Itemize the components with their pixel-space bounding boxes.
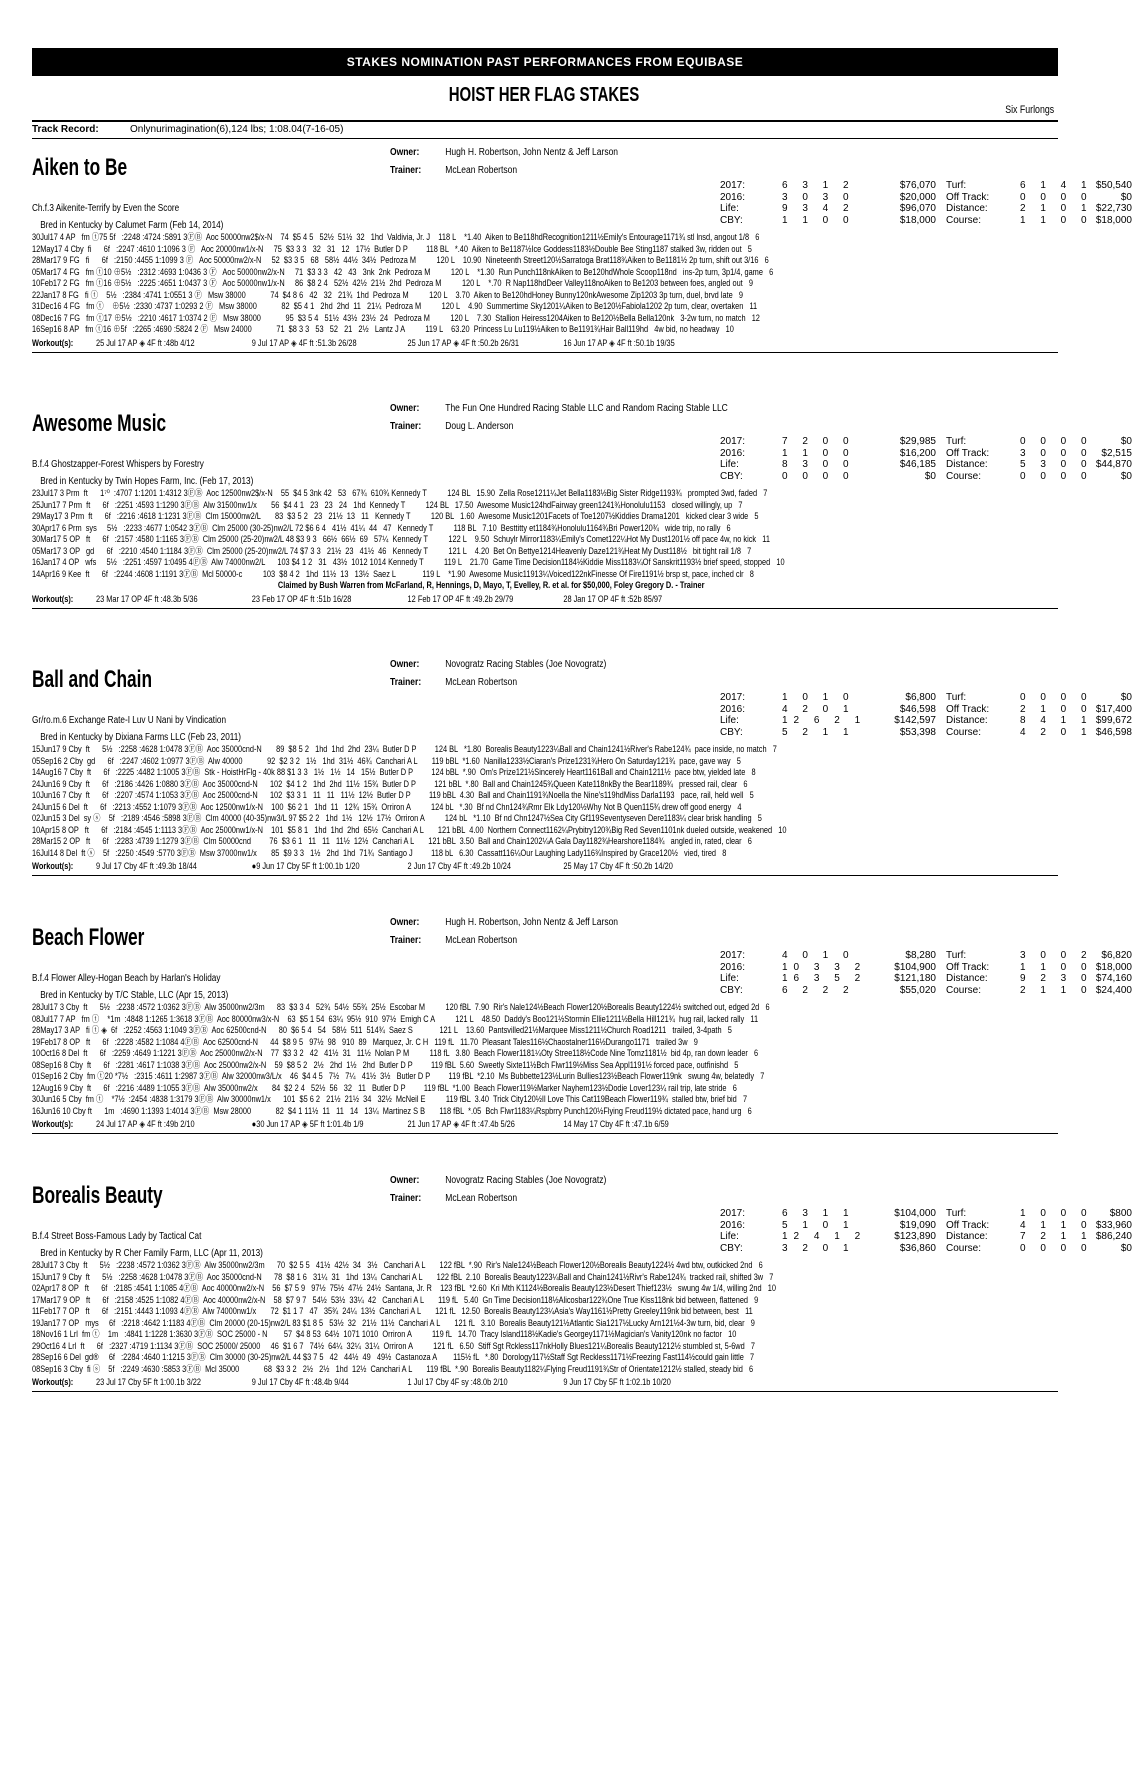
claim-note: Claimed by Bush Warren from McFarland, R, Hennings, D, Mayo, T, Evelley, R. et al. for $50,000, Foley Gregory D. - Trainer [277,580,705,590]
record-stats [720,436,1132,482]
stats-row [720,704,1132,716]
stats-record: 0 0 0 0 [1020,436,1093,447]
stats-row [720,985,1132,997]
stats-label: CBY: [720,214,743,226]
stats-earnings: $55,020 [899,984,936,996]
pp-line: 22Jan17 8 FG fi ⓣ 5½ :2384 :4741 1:0551 3 Ⓕ Msw 38000 74 $4 8 6 42 32 21¾ 1hd Pedroza M 120 L 3.70 Aiken to Be120hdHoney Bunny120nkAwesome Zip1203 3p turn, duel, brvd late 9 [32,289,743,300]
workouts-label: Workout(s): [32,593,74,604]
stats-earnings: $24,400 [1095,984,1132,996]
stats-row [720,436,1132,448]
workout-entry: 14 May 17 Cby 4F ft :47.1b 6/59 [563,1119,669,1129]
stats-record: 12 4 1 2 [782,1231,867,1242]
stats-label: Course: [946,984,982,996]
workout-entry: 21 Jun 17 AP ◈ 4F ft :47.4b 5/26 [407,1119,515,1129]
horse-name: Ball and Chain [32,666,153,693]
pp-line: 10Oct16 8 Del ft 6f :2259 :4649 1:1221 3ⒻⒷ Aoc 25000nw2/x-N 77 $3 3 2 42 41½ 31 11½ Nolan P M 118 fL 3.80 Beach Flower1181¼Oty Stree118½Code Nine Tomz1181½ bid 4p, ran down leader 6 [32,1048,759,1058]
stats-record: 6 3 1 1 [782,1208,855,1219]
stats-earnings: $18,000 [1095,961,1132,973]
workout-entry: 9 Jul 17 Cby 4F ft :48.4b 9/44 [251,1377,349,1387]
workouts-label: Workout(s): [32,337,74,348]
stats-label: 2016: [720,191,746,203]
stats-earnings: $142,597 [894,715,936,726]
stats-label: 2017: [720,436,746,447]
stats-earnings: $104,900 [894,961,936,973]
stats-record: 0 0 0 0 [1020,470,1093,482]
stats-earnings: $0 [1120,191,1132,203]
workouts-label: Workout(s): [32,861,74,871]
stats-label: 2016: [720,447,746,459]
stats-earnings: $6,820 [1101,950,1132,961]
stats-label: 2017: [720,1208,746,1219]
stats-earnings: $8,280 [905,950,936,961]
pp-line: 30Jul17 4 AP fm ⓣ75 5f :2248 :4724 :5891 3ⒻⒷ Aoc 50000nw2$/x-N 74 $5 4 5 52½ 51½ 32 1hd Valdivia, Jr. J 118 L *1.40 Aiken to Be118hdRecognition1211½Emily's Entourage1171¾ stl lnsd, angout 1/8 6 [32,232,760,242]
workouts [32,1377,719,1387]
pedigree [32,200,223,234]
pp-line: 29Oct16 4 Lrl ft 6f :2327 :4719 1:1134 3ⒻⒷ SOC 25000/ 25000 46 $1 6 7 74½ 64¼ 32¼ 31¼ Orriron A 121 fL 6.50 Stiff Sgt Rckless117nkHolly Blues121¼Borealis Beauty1212½ stumbled st, 5-6wd 7 [32,1340,755,1351]
stats-label: Distance: [946,459,988,470]
past-performances [32,232,1049,336]
pp-line: 24Jun15 6 Del ft 6f :2213 :4552 1:1079 3ⒻⒷ Aoc 12500nw1/x-N 100 $6 2 1 1hd 11 12¾ 15¾ Orriron A 124 bL *.30 Bf nd Chn124¾Rmr Elk Ldy120½Why Not B Quen115¾ drew off good energy 4 [32,801,742,812]
horse-name: Awesome Music [32,410,167,437]
pp-line: 28Mar17 9 FG fi 6f :2150 :4455 1:1099 3 Ⓕ Aoc 50000nw2/x-N 52 $3 3 5 68 58½ 44½ 34½ Pedroza M 120 L 10.90 Nineteenth Street120½Sarratoga Brat118¾Aiken to Be1181½ 2p turn, shift out 3/16 6 [32,255,769,265]
race-distance: Six Furlongs [1005,104,1054,116]
pp-line: 30Jun16 5 Cby fm ⓣ *7½ :2454 :4838 1:3179 3ⒻⒷ Alw 30000nw1/x 101 $5 6 2 21½ 21½ 34 32½ McNeil E 119 fBL 3.40 Trick City120½Il Love This Cat119Beach Flower119¾ stalled btw, brief bid 7 [32,1094,748,1104]
owner-name: The Fun One Hundred Racing Stable LLC and Random Racing Stable LLC [445,403,728,414]
stats-earnings: $123,890 [894,1231,936,1242]
breeding-line: B.f.4 Ghostzapper-Forest Whispers by Forestry [32,459,204,470]
stats-record: 2 1 1 0 [1020,984,1093,996]
stats-earnings: $17,400 [1095,703,1132,715]
stats-earnings: $22,730 [1095,203,1132,214]
connections [390,400,728,436]
pp-line: 28Jul17 3 Cby ft 5½ :2238 :4572 1:0362 3ⒻⒷ Alw 35000nw2/3m 83 $3 3 4 52¾ 54½ 55¾ 25½ Escobar M 120 fBL 7.90 Rir's Nale124½Beach Flower120½Borealis Beauty1224½ switched out, edged 2d 6 [32,1002,770,1012]
stats-earnings: $86,240 [1095,1231,1132,1242]
owner-label: Owner: [390,1175,420,1186]
stats-label: Turf: [946,692,967,703]
stats-earnings: $33,960 [1095,1219,1132,1231]
pp-line: 10Feb17 2 FG fm ⓣ16 ⊕5½ :2225 :4651 1:0437 3 Ⓕ Aoc 50000nw1/x-N 86 $8 2 4 52½ 42½ 21½ 2hd Pedroza M 120 L *.70 R Nap118hdDeer Valley118noAiken to Be1203 between foes, angled out 9 [32,278,753,288]
banner: STAKES NOMINATION PAST PERFORMANCES FROM EQUIBASE [32,48,1058,76]
stats-earnings: $18,000 [899,214,936,226]
horse-name: Beach Flower [32,924,145,951]
stats-earnings: $74,160 [1095,973,1132,984]
stats-label: Off Track: [946,447,990,459]
workout-entry: 9 Jun 17 Cby 5F ft 1:02.1b 10/20 [563,1377,671,1387]
pp-line: 16Jul14 8 Del ft ⓢ 5f :2250 :4549 :5770 3ⒻⒷ Msw 37000nw1/x 85 $9 3 3 1½ 2hd 1hd 71¾ Santiago J 118 bL 6.30 Cassatt116¼Our Laughing Lady116¾Inspired by Grace120½ vied, tired 8 [32,847,727,858]
workout-entry: 12 Feb 17 OP 4F ft :49.2b 29/79 [407,593,514,604]
stats-earnings: $36,860 [899,1242,936,1254]
stats-row [720,962,1132,974]
stats-earnings: $16,200 [899,447,936,459]
pp-line: 15Jun17 9 Cby ft 5½ :2258 :4628 1:0478 3ⒻⒷ Aoc 35000cnd-N 78 $8 1 6 31¼ 31 1hd 13¼ Canchari A L 122 fBL 2.10 Borealis Beauty1223¼Ball and Chain1241½Rivr's Rabe124¾ tracked rail, shifted 3w 7 [32,1271,774,1282]
workout-entry: 23 Feb 17 OP 4F ft :51b 16/28 [251,593,352,604]
stats-record: 1 1 0 0 [1020,961,1093,973]
stats-record: 3 0 0 0 [1020,447,1093,459]
stats-earnings: $104,000 [894,1208,936,1219]
stats-label: CBY: [720,984,743,996]
stats-row [720,471,1132,483]
pp-line: 28May17 3 AP fi ⓣ ◈ 6f :2252 :4563 1:1049 3ⒻⒷ Aoc 62500cnd-N 80 $6 5 4 54 58½ 511 514¾ Saez S 121 L 13.60 Pantsvilled21½Marquee Miss1211½Church Road1211 trailed, 3-4path 5 [32,1025,732,1035]
pp-line: 08Jul17 7 AP fm ⓣ *1m :4848 1:1265 1:3618 3ⒻⒷ Aoc 80000nw3/x-N 63 $5 1 54 63¼ 95½ 910 97½ Emigh C A 121 L 48.50 Daddy's Boo121½Stormin Ellie1211½Bella Hill121¾ hug rail, lacked rally 11 [32,1013,759,1024]
stats-earnings: $19,090 [899,1219,936,1231]
pp-line: 10Apr15 8 OP ft 6f :2184 :4545 1:1113 3ⒻⒷ Aoc 25000nw1/x-N 101 $5 8 1 1hd 1hd 2hd 65½ Canchari A L 121 bBL 4.00 Northern Connect1162¼Prybitry120¾Big Red Seven1101nk dueled outside, weakened 10 [32,824,787,835]
stats-record: 3 2 0 1 [782,1242,855,1254]
connections [390,144,618,180]
stats-row [720,950,1132,962]
stats-label: Turf: [946,180,967,191]
pp-line: 28Sep16 6 Del gd® 6f :2284 :4640 1:1215 3ⒻⒷ Clm 30000 (30-25)nw2/L 44 $3 7 5 42 44½ 49 49½ Castanoza A 115½ fL *.80 Dorology117½Staff Sgt Reckless1171½Freezing Fast114½could gain little 7 [32,1352,755,1362]
stats-record: 4 2 0 1 [1020,726,1093,738]
stats-label: Course: [946,470,982,482]
workout-entry: 23 Jul 17 Cby 5F ft 1:00.1b 3/22 [95,1377,201,1387]
workout-entry: 25 May 17 Cby 4F ft :50.2b 14/20 [563,861,673,871]
divider [32,875,1058,876]
pp-line: 14Aug16 7 Cby ft 6f :2225 :4482 1:1005 3ⒻⒷ Stk - HoistHrFlg - 40k 88 $1 3 3 1½ 1½ 14 15½ Butler D P 124 bBL *.90 Om's Prize121½Sincerely Heart1161Ball and Chain1211½ pace btw, yielded late 8 [32,767,756,777]
stats-label: CBY: [720,470,743,482]
stats-record: 4 0 1 0 [782,950,855,961]
stats-record: 3 0 0 2 [1020,950,1093,961]
stats-earnings: $29,985 [899,436,936,447]
workout-entry: 25 Jul 17 AP ◈ 4F ft :48b 4/12 [95,337,195,348]
stats-label: Distance: [946,1231,988,1242]
stats-record: 0 0 0 0 [1020,191,1093,203]
divider [32,352,1058,353]
workout-entry: 1 Jul 17 Cby 4F sy :48.0b 2/10 [407,1377,508,1387]
stats-record: 4 1 1 0 [1020,1219,1093,1231]
record-stats [720,1208,1132,1254]
stats-label: Life: [720,715,739,726]
stats-record: 1 0 0 0 [1020,1208,1093,1219]
stats-record: 8 4 1 1 [1020,715,1093,726]
past-performances [32,488,1049,592]
stats-record: 8 3 0 0 [782,459,855,470]
stats-record: 5 2 1 1 [782,726,855,738]
bred-line: Bred in Kentucky by R Cher Family Farm, LLC (Apr 11, 2013) [40,1248,263,1259]
owner-label: Owner: [390,659,420,670]
trainer-label: Trainer: [390,1193,422,1204]
pedigree [32,456,253,490]
stats-label: Distance: [946,973,988,984]
stats-row [720,715,1132,727]
stats-row [720,1220,1132,1232]
stats-earnings: $800 [1109,1208,1132,1219]
stats-earnings: $121,180 [894,973,936,984]
pp-line: 08Sep16 3 Cby fi ⓢ 5f :2249 :4630 :5853 3ⒻⒷ Mcl 35000 68 $3 3 2 2½ 2½ 1hd 12½ Canchari A L 119 fBL *.90 Borealis Beauty1182¼Flying Freud1191¾Str of Orientate1212½ stalled, steady bid 6 [32,1363,754,1374]
stats-label: Turf: [946,436,967,447]
pp-line: 29May17 3 Prm ft 6f :2216 :4618 1:1231 3ⒻⒷ Clm 15000nw2/L 83 $3 5 2 23 21½ 13 11 Kennedy T 120 BL 1.60 Awesome Music1201Facets of Toe1207½Kiddies Drama1201 kicked clear 3 wide 5 [32,511,759,521]
pp-line: 23Jul17 3 Prm ft 1⁷⁰ :4707 1:1201 1:4312 3ⒻⒷ Aoc 12500nw2$/x-N 55 $4 5 3nk 42 53 67¾ 610¾ Kennedy T 124 BL 15.90 Zella Rose1211¼Jet Bella1183½Big Sister Ridge1193¾ prompted 3wd, faded 7 [32,488,768,498]
pp-line: 05Mar17 3 OP gd 6f :2210 :4540 1:1184 3ⒻⒷ Clm 25000 (25-20)nw2/L 74 $7 3 3 21½ 23 41½ 46 Kennedy T 121 L 4.20 Bet On Bettye1214Heavenly Daze121¾Heat My Dust118½ bit tight rail 1/8 7 [32,545,752,556]
stats-record: 5 1 0 1 [782,1219,855,1231]
pp-line: 31Dec16 4 FG fm ⓣ ⊕5½ :2330 :4737 1:0293 2 Ⓕ Msw 38000 82 $5 4 1 2hd 2hd 11 21¼ Pedroza M 120 L 4.90 Summertime Sky1201¼Aiken to Be120½Fabiola1202 2p turn, clear, overtaken 11 [32,301,758,311]
pp-line: 12Aug16 9 Cby ft 6f :2216 :4489 1:1055 3ⒻⒷ Alw 35000nw2/x 84 $2 2 4 52½ 56 32 11 Butler D P 119 fBL *1.00 Beach Flower119½Marker Nayhem123½Dodie Lover123¼ rail trip, late stride 6 [32,1082,737,1093]
record-stats [720,692,1132,738]
stats-earnings: $46,598 [1095,726,1132,738]
stats-label: 2017: [720,950,746,961]
stats-label: Life: [720,973,739,984]
stats-row [720,1231,1132,1243]
stats-label: Off Track: [946,191,990,203]
stats-earnings: $76,070 [899,180,936,191]
stats-record: 7 2 1 1 [1020,1231,1093,1242]
stats-earnings: $0 [1120,1242,1132,1254]
pp-line: 08Dec16 7 FG fm ⓣ17 ⊕5½ :2210 :4617 1:0374 2 Ⓕ Msw 38000 95 $3 5 4 51½ 43½ 23½ 24 Pedroza M 120 L 7.30 Stallion Heiress1204Aiken to Be120½Bella Bella120nk 3-2w turn, no match 12 [32,312,760,323]
stats-label: Distance: [946,203,988,214]
owner-name: Hugh H. Robertson, John Nentz & Jeff Larson [445,147,619,158]
trainer-name: McLean Robertson [445,165,518,176]
pp-line: 28Mar15 2 OP ft 6f :2283 :4739 1:1279 3ⒻⒷ Clm 50000cnd 76 $3 6 1 11 11 11½ 12½ Canchari A L 121 bBL 3.50 Ball and Chain1202¼A Gala Day1182¾Hearshore1184¾ angled in, rated, clear 6 [32,836,752,846]
stats-label: Life: [720,203,739,214]
stats-row [720,215,1132,227]
pp-line: 17Mar17 9 OP ft 6f :2158 :4525 1:1082 4ⒻⒷ Aoc 40000nw2/x-N 58 $7 9 7 54½ 53½ 33¼ 42 Canchari A L 119 fL 5.40 Gn Time Decision118½Alicosbar122¾One True Kiss118nk bid between, flattened 9 [32,1294,759,1305]
stats-label: 2016: [720,1219,746,1231]
divider [32,608,1058,609]
pp-line: 30Apr17 6 Prm sys 5½ :2233 :4677 1:0542 3ⒻⒷ Clm 25000 (30-25)nw2/L 72 $6 6 4 41½ 41¼ 44 47 Kennedy T 118 BL 7.10 Besttitty et1184¾Honolulu1164¾Bri Power120¾ wide trip, no rally 6 [32,522,731,533]
pp-line: 16Jun16 10 Cby ft 1m :4690 1:1393 1:4014 3ⒻⒷ Msw 28000 82 $4 1 11½ 11 11 14 13¼ Martinez S B 118 fBL *.05 Bch Flwr1183¼Rspbrry Punch120½Flying Freud119½ dictated pace, hand urg 6 [32,1105,752,1116]
pp-line: 08Sep16 8 Cby ft 6f :2281 :4617 1:1038 3ⒻⒷ Aoc 25000nw2/x-N 59 $8 5 2 2½ 2hd 1½ 2hd Butler D P 119 fBL 5.60 Sweetly Sixte11½Bch Flwr119½Miss Sea Appl1191½ forced pace, outfinishd 5 [32,1059,739,1070]
workout-entry: ●30 Jun 17 AP ◈ 5F ft 1:01.4b 1/9 [251,1119,364,1129]
breeding-line: Gr/ro.m.6 Exchange Rate-I Luv U Nani by Vindication [32,715,227,726]
pp-line: 05Sep16 2 Cby gd 6f :2247 :4602 1:0977 3ⒻⒷ Alw 40000 92 $2 3 2 1½ 1hd 31½ 46¾ Canchari A L 119 bBL *1.60 Nanilla1233½Ciaran's Prize1231¾Hero On Saturday121¾ pace, gave way 5 [32,755,741,766]
stats-label: Life: [720,459,739,470]
stats-label: Turf: [946,950,967,961]
trainer-name: McLean Robertson [445,1193,518,1204]
stats-record: 6 2 2 2 [782,984,855,996]
workout-entry: 28 Jan 17 OP 4F ft :52b 85/97 [563,593,663,604]
stats-earnings: $2,515 [1101,447,1132,459]
stats-label: Distance: [946,715,988,726]
stats-label: Off Track: [946,703,990,715]
stats-earnings: $99,672 [1095,715,1132,726]
stats-label: 2016: [720,961,746,973]
horse-name: Aiken to Be [32,154,128,181]
track-record-label: Track Record: [32,124,99,135]
trainer-label: Trainer: [390,165,422,176]
stats-record: 0 0 0 0 [1020,1242,1093,1254]
stats-record: 1 1 0 0 [782,447,855,459]
trainer-label: Trainer: [390,677,422,688]
pp-line: 30Mar17 5 OP ft 6f :2157 :4580 1:1165 3ⒻⒷ Clm 25000 (25-20)nw2/L 48 $3 9 3 66½ 66½ 69 57¼ Kennedy T 122 L 9.50 Schuylr Mirror1183¼Emily's Comet122¼Hot My Dust1201½ off pace 4w, no kick 11 [32,534,770,544]
stats-row [720,192,1132,204]
stats-earnings: $46,598 [899,703,936,715]
stats-label: 2016: [720,703,746,715]
stats-earnings: $18,000 [1095,214,1132,226]
stats-label: Turf: [946,1208,967,1219]
pp-line: 01Sep16 2 Cby fm ⓣ20 *7½ :2315 :4611 1:2987 3ⒻⒷ Alw 32000nw3/L/x 46 $4 4 5 7½ 7¼ 41½ 3½ Butler D P 119 fBL *2.10 Ms Bubbette123½Lurin Bullies123½Beach Flower119nk swung 4w, belatedly 7 [32,1071,765,1081]
workout-entry: 9 Jul 17 AP ◈ 4F ft :51.3b 26/28 [251,337,357,348]
record-stats [720,180,1132,226]
workouts [32,594,719,604]
bred-line: Bred in Kentucky by T/C Stable, LLC (Apr 15, 2013) [40,990,229,1001]
stats-earnings: $0 [1120,470,1132,482]
stats-label: 2017: [720,180,746,191]
stats-earnings: $96,070 [899,203,936,214]
workout-entry: 16 Jun 17 AP ◈ 4F ft :50.1b 19/35 [563,337,675,348]
stats-label: Course: [946,726,982,738]
stats-row [720,448,1132,460]
trainer-label: Trainer: [390,421,422,432]
stats-row [720,1243,1132,1255]
pp-line: 02Jun15 3 Del sy ⓢ 5f :2189 :4546 :5898 3ⒻⒷ Clm 40000 (40-35)nw3/L 97 $5 2 2 1hd 1½ 12½ 17½ Orriron A 124 bL *1.10 Bf nd Chn1247½Sea City Gf119Seventyseven Dere1183¼ clear brisk handling 5 [32,813,762,823]
pp-line: 05Mar17 4 FG fm ⓣ10 ⊕5½ :2312 :4693 1:0436 3 Ⓕ Aoc 50000nw2/x-N 71 $3 3 3 42 43 3nk 2nk Pedroza M 120 L *1.30 Run Punch118nkAiken to Be120hdWhole Scoop118nd ins-2p turn, 3p1/4, game 6 [32,266,774,277]
stats-record: 9 2 3 0 [1020,973,1093,984]
pp-line: 18Nov16 1 Lrl fm ⓣ 1m :4841 1:1228 1:3630 3ⒻⒷ SOC 25000 - N 57 $4 8 53 64½ 1071 1010 Orriron A 119 fL 14.70 Tracy Island118½Kadie's Georgey1171½Magician's Vanity120nk no factor 10 [32,1329,737,1339]
stats-row [720,727,1132,739]
pp-line: 19Jan17 7 OP mys 6f :2218 :4642 1:1183 4ⒻⒷ Clm 20000 (20-15)nw2/L 83 $1 8 5 53½ 32 21½ 11½ Canchari A L 121 fL 3.10 Borealis Beauty121½Atlantic Sia1217½Lucky Arn121½4-3w turn, bid, clear 9 [32,1317,755,1328]
pp-line: 28Jul17 3 Cby ft 5½ :2238 :4572 1:0362 3ⒻⒷ Alw 35000nw2/3m 70 $2 5 5 41½ 42½ 34 3½ Canchari A L 122 fBL *.90 Rir's Nale124½Beach Flower120½Borealis Beauty1224½ 4wd btw, outkicked 2nd 6 [32,1260,763,1270]
trainer-name: McLean Robertson [445,677,518,688]
pp-line: 16Sep16 8 AP fm ⓣ16 ⊕5f :2265 :4690 :5824 2 Ⓕ Msw 24000 71 $8 3 3 53 52 21 2½ Lantz J A 119 L 63.20 Princess Lu Lu119½Aiken to Be1191¾Hair Ball119hd 4w bid, no headway 10 [32,324,734,334]
stats-record: 6 1 4 1 [1020,180,1093,191]
workouts [32,338,719,349]
stats-record: 3 0 3 0 [782,191,855,203]
pp-line: 14Apr16 9 Kee ft 6f :2244 :4608 1:1191 3ⒻⒷ Mcl 50000-c 103 $8 4 2 1hd 11½ 13 13½ Saez L 119 L *1.90 Awesome Music11913¼Voiced122nkFinesse Of Fire1191½ brsp st, pace, inched clr 8 [32,568,754,579]
stats-earnings: $0 [924,470,936,482]
bred-line: Bred in Kentucky by Calumet Farm (Feb 14, 2014) [40,220,224,231]
workouts [32,861,719,871]
workout-entry: 24 Jul 17 AP ◈ 4F ft :49b 2/10 [95,1119,195,1129]
stats-label: Life: [720,1231,739,1242]
stats-record: 10 3 3 2 [782,961,867,973]
stats-record: 2 1 0 1 [1020,203,1093,214]
divider [32,138,1058,139]
stats-row [720,180,1132,192]
owner-name: Novogratz Racing Stables (Joe Novogratz) [445,659,607,670]
pp-line: 25Jun17 7 Prm ft 6f :2251 :4593 1:1290 3ⒻⒷ Alw 31500nw1/x 56 $4 4 1 23 23 24 1hd Kennedy T 124 BL 17.50 Awesome Music124hdFairway green1241¾Honolulu1153 closed willingly, up 7 [32,499,743,510]
divider [32,1391,1058,1392]
track-record [32,124,343,135]
stats-record: 0 0 0 0 [1020,692,1093,703]
stats-label: CBY: [720,1242,743,1254]
owner-label: Owner: [390,147,420,158]
horse-name: Borealis Beauty [32,1182,163,1209]
workout-entry: 2 Jun 17 Cby 4F ft :49.2b 10/24 [407,861,511,871]
pp-line: 02Apr17 8 OP ft 6f :2185 :4541 1:1085 4ⒻⒷ Aoc 40000nw2/x-N 56 $7 5 9 97½ 75½ 47½ 24½ Santana, Jr. R 123 fBL *2.60 Kri Mth K1124½Borealis Beauty123½Desert Thief123½ swung 4w 1/4, willing 2nd 10 [32,1283,776,1293]
stats-row [720,973,1132,985]
owner-label: Owner: [390,403,420,414]
track-record-value: Onlynurimagination(6),124 lbs; 1:08.04(7-16-05) [130,124,344,135]
owner-name: Novogratz Racing Stables (Joe Novogratz) [445,1175,607,1186]
stats-label: CBY: [720,726,743,738]
stats-label: Course: [946,1242,982,1254]
stats-record: 1 0 1 0 [782,692,855,703]
stats-label: Course: [946,214,982,226]
stats-record: 4 2 0 1 [782,703,855,715]
past-performances [32,744,1049,859]
stats-record: 16 3 5 2 [782,973,867,984]
stats-record: 0 0 0 0 [782,470,855,482]
stats-record: 2 1 0 0 [1020,703,1093,715]
stats-row [720,692,1132,704]
trainer-label: Trainer: [390,935,422,946]
divider [32,120,1058,122]
stats-earnings: $20,000 [899,191,936,203]
stats-earnings: $53,398 [899,726,936,738]
connections [390,656,606,692]
stats-record: 12 6 2 1 [782,715,867,726]
workouts [32,1119,719,1130]
breeding-line: B.f.4 Flower Alley-Hogan Beach by Harlan's Holiday [32,973,221,984]
pp-line: 10Jun16 7 Cby ft 6f :2207 :4574 1:1053 3ⒻⒷ Aoc 25000cnd-N 102 $3 3 1 11 11 11½ 12½ Butler D P 119 bBL 4.30 Ball and Chain1191¾Noella the Nine's119hdMiss Darla1193 pace, rail, held well 5 [32,790,754,800]
workouts-label: Workout(s): [32,1377,74,1387]
stats-earnings: $6,800 [905,692,936,703]
pp-line: 19Feb17 8 OP ft 6f :2228 :4582 1:1084 4ⒻⒷ Aoc 62500cnd-N 44 $8 9 5 97½ 98 910 89 Marquez, Jr. C H 119 fL 11.70 Pleasant Tales116½Chaostalner116½Durango1171 trailed 3w 9 [32,1036,698,1047]
pp-line: 24Jun16 9 Cby ft 6f :2186 :4426 1:0880 3ⒻⒷ Aoc 35000cnd-N 102 $4 1 2 1hd 2hd 11½ 15¾ Butler D P 121 bBL *.80 Ball and Chain1245¾Queen Kate118nkBy the Bear1189¾ pressed rail, clear 6 [32,778,748,789]
stats-record: 1 1 0 0 [782,214,855,226]
past-performances [32,1002,1049,1117]
stats-label: 2017: [720,692,746,703]
pp-line: 15Jun17 9 Cby ft 5½ :2258 :4628 1:0478 3ⒻⒷ Aoc 35000cnd-N 89 $8 5 2 1hd 1hd 2hd 23¼ Butler D P 124 BL *1.80 Borealis Beauty1223¼Ball and Chain1241½River's Rabe124¾ pace inside, no match 7 [32,744,777,754]
trainer-name: Doug L. Anderson [445,421,514,432]
breeding-line: B.f.4 Street Boss-Famous Lady by Tactical Cat [32,1231,202,1242]
record-stats [720,950,1132,996]
connections [390,1172,606,1208]
workout-entry: 25 Jun 17 AP ◈ 4F ft :50.2b 26/31 [407,337,519,348]
workouts-label: Workout(s): [32,1119,74,1129]
pp-line: 11Feb17 7 OP ft 6f :2151 :4443 1:1093 4ⒻⒷ Alw 74000nw1/x 72 $1 1 7 47 35¾ 24¼ 13½ Canchari A L 121 fL 12.50 Borealis Beauty123¼Asia's Way1161½Pretty Greeley119nk bid between, best 11 [32,1306,753,1316]
stats-label: Off Track: [946,1219,990,1231]
stats-record: 6 3 1 2 [782,180,855,191]
owner-name: Hugh H. Robertson, John Nentz & Jeff Larson [445,917,619,928]
pedigree [32,970,228,1004]
stats-earnings: $44,870 [1095,459,1132,470]
past-performances [32,1260,1049,1375]
divider [32,1133,1058,1134]
pedigree [32,1228,263,1262]
workout-entry: 9 Jul 17 Cby 4F ft :49.3b 18/44 [95,861,197,871]
owner-label: Owner: [390,917,420,928]
stats-row [720,203,1132,215]
stats-earnings: $46,185 [899,459,936,470]
stats-label: Off Track: [946,961,990,973]
bred-line: Bred in Kentucky by Twin Hopes Farm, Inc. (Feb 17, 2013) [40,476,254,487]
stats-earnings: $0 [1120,436,1132,447]
workout-entry: 23 Mar 17 OP 4F ft :48.3b 5/36 [95,593,198,604]
stats-earnings: $0 [1120,692,1132,703]
stats-record: 7 2 0 0 [782,436,855,447]
pedigree [32,712,241,746]
race-title: HOIST HER FLAG STAKES [448,84,640,106]
pp-line: 16Jan17 4 OP wfs 5½ :2251 :4597 1:0495 4ⒻⒷ Alw 74000nw2/L 103 $4 1 2 31 43½ 1012 1014 Kennedy T 119 L 21.70 Game Time Decision1184½Kiddie Miss1183¼Of Sanskrit1193½ brief speed, stopped 10 [32,557,785,567]
stats-record: 1 1 0 0 [1020,214,1093,226]
breeding-line: Ch.f.3 Aikenite-Terrify by Even the Score [32,203,180,214]
trainer-name: McLean Robertson [445,935,518,946]
stats-row [720,459,1132,471]
workout-entry: ●9 Jun 17 Cby 5F ft 1:00.1b 1/20 [251,861,360,871]
stats-record: 9 3 4 2 [782,203,855,214]
bred-line: Bred in Kentucky by Dixiana Farms LLC (Feb 23, 2011) [40,732,242,743]
connections [390,914,618,950]
pp-line: 12May17 4 Cby fi 6f :2247 :4610 1:1096 3 Ⓕ Aoc 20000nw1/x-N 75 $3 3 3 32 31 12 17½ Butler D P 118 BL *.40 Aiken to Be1187½Ice Goddess1183½Double Bee Sting1187 stalked 3w, ridden out 5 [32,243,752,254]
stats-record: 5 3 0 0 [1020,459,1093,470]
stats-row [720,1208,1132,1220]
stats-earnings: $50,540 [1095,180,1132,191]
